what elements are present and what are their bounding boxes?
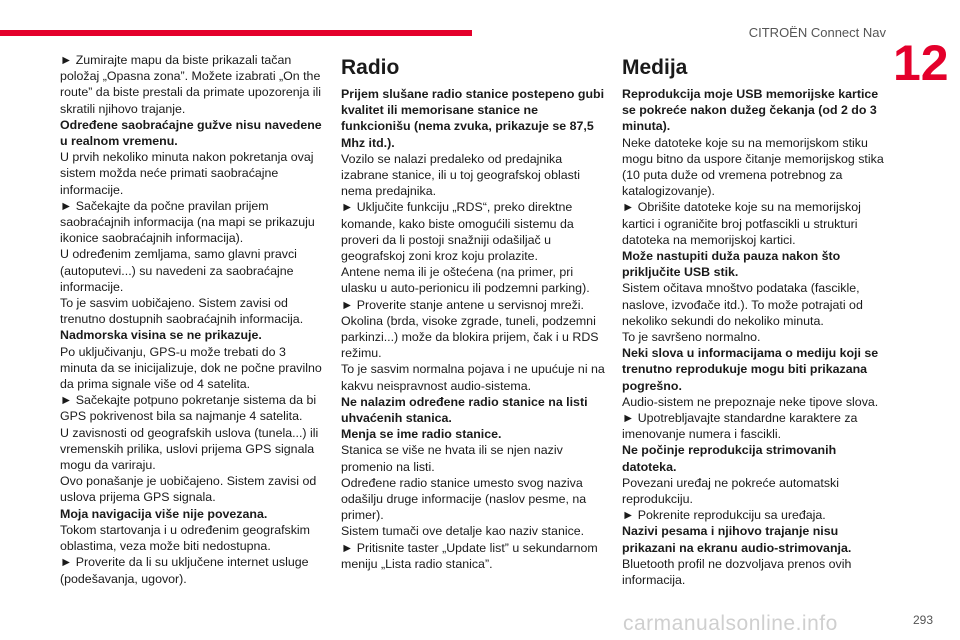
body-paragraph: Ovo ponašanje je uobičajeno. Sistem zavisi od uslova prijema GPS signala. bbox=[60, 474, 317, 505]
issue-heading: Reprodukcija moje USB memorijske kartice se pokreće nakon dužeg čekanja (od 2 do 3 minuta). bbox=[622, 87, 879, 134]
body-paragraph: To je sasvim uobičajeno. Sistem zavisi od trenutno dostupnih saobraćajnih informacija. bbox=[60, 296, 304, 327]
section-heading: Medija bbox=[622, 56, 688, 79]
body-paragraph: ► Proverite stanje antene u servisnoj mreži. bbox=[341, 297, 584, 312]
body-paragraph: U prvih nekoliko minuta nakon pokretanja ovaj sistem možda neće primati saobraćajne informacije. bbox=[60, 150, 314, 197]
body-paragraph: Sistem tumači ove detalje kao naziv stanice. bbox=[341, 524, 585, 539]
header-accent-bar bbox=[0, 30, 472, 36]
body-paragraph: ► Pritisnite taster „Update list” u sekundarnom meniju „Lista radio stanica”. bbox=[341, 540, 598, 571]
body-paragraph: Neke datoteke koje su na memorijskom stiku mogu bitno da uspore čitanje memorijskog stika (10 puta duže od vremena potrebnog za katalogizovanje). bbox=[622, 135, 884, 199]
body-paragraph: To je savršeno normalno. bbox=[622, 330, 761, 345]
body-paragraph: ► Zumirajte mapu da biste prikazali tačan položaj „Opasna zona”. Možete izabrati „On the route” da biste prestali da primate upozorenja ili skratili njihovo trajanje. bbox=[60, 53, 322, 116]
body-paragraph: Audio-sistem ne prepoznaje neke tipove slova. bbox=[622, 394, 879, 409]
body-paragraph: ► Obrišite datoteke koje su na memorijskoj kartici i ograničite broj potfascikli u strukturi datoteka na memorijskoj kartici. bbox=[622, 200, 861, 247]
column-radio bbox=[341, 52, 606, 572]
chapter-number: 12 bbox=[893, 35, 949, 91]
body-paragraph: ► Pokrenite reprodukciju sa uređaja. bbox=[622, 508, 826, 523]
body-paragraph: ► Sačekajte potpuno pokretanje sistema da bi GPS pokrivenost bila sa najmanje 4 satelita. bbox=[60, 393, 317, 424]
body-paragraph: Stanica se više ne hvata ili se njen naziv promenio na listi. bbox=[341, 443, 563, 474]
body-paragraph: Bluetooth profil ne dozvoljava prenos ovih informacija. bbox=[622, 556, 852, 588]
body-paragraph: U određenim zemljama, samo glavni pravci (autoputevi...) su navedeni za saobraćajne informacije. bbox=[60, 247, 297, 294]
section-heading: Radio bbox=[341, 56, 400, 79]
body-paragraph: Vozilo se nalazi predaleko od predajnika izabrane stanice, ili u toj geografskoj oblasti nema predajnika. bbox=[341, 151, 580, 199]
issue-heading: Ne počinje reprodukcija strimovanih datoteka. bbox=[622, 443, 837, 474]
body-paragraph: ► Proverite da li su uključene internet usluge (podešavanja, ugovor). bbox=[60, 555, 309, 586]
body-paragraph: Po uključivanju, GPS-u može trebati do 3 minuta da se inicijalizuje, dok ne počne pravilno da prima signale više od 4 satelita. bbox=[60, 344, 322, 392]
column-media bbox=[622, 52, 884, 588]
body-paragraph: Antene nema ili je oštećena (na primer, pri ulasku u auto-perionicu ili podzemni parking). bbox=[341, 265, 590, 296]
page-number: 293 bbox=[912, 613, 933, 627]
issue-heading: Nadmorska visina se ne prikazuje. bbox=[60, 328, 262, 343]
column-navigation bbox=[60, 52, 322, 587]
body-paragraph: Sistem očitava mnoštvo podataka (fascikle, naslove, izvođače itd.). To može potrajati od nekoliko sekundi do nekoliko minuta. bbox=[622, 281, 863, 328]
issue-heading: Nazivi pesama i njihovo trajanje nisu prikazani na ekranu audio-strimovanja. bbox=[622, 524, 852, 555]
header-title: CITROËN Connect Nav bbox=[748, 25, 886, 40]
issue-heading: Moja navigacija više nije povezana. bbox=[60, 506, 268, 521]
issue-heading: Menja se ime radio stanice. bbox=[341, 427, 502, 442]
body-paragraph: To je sasvim normalna pojava i ne upućuje ni na kakvu neispravnost audio-sistema. bbox=[341, 362, 605, 393]
body-paragraph: Povezani uređaj ne pokreće automatski reprodukciju. bbox=[622, 475, 839, 507]
watermark: carmanualsonline.info bbox=[623, 612, 838, 635]
issue-heading: Prijem slušane radio stanice postepeno gubi kvalitet ili memorisane stanice ne funkcionišu (nema zvuka, prikazuje se 87,5 Mhz itd.). bbox=[341, 87, 605, 150]
body-paragraph: Okolina (brda, visoke zgrade, tuneli, podzemni parkinzi...) može da blokira prijem, čak i u RDS režimu. bbox=[341, 313, 599, 361]
body-paragraph: ► Sačekajte da počne pravilan prijem saobraćajnih informacija (na mapi se prikazuju ikonice saobraćajnih informacija). bbox=[60, 198, 315, 246]
issue-heading: Neki slova u informacijama o mediju koji se trenutno reprodukuje mogu biti prikazana pogrešno. bbox=[622, 346, 879, 393]
body-paragraph: ► Upotrebljavajte standardne karaktere za imenovanje numera i fascikli. bbox=[622, 411, 858, 442]
body-paragraph: ► Uključite funkciju „RDS“, preko direktne komande, kako biste omogućili sistemu da proveri da li postoji snažniji odašiljač u geografskoj zoni kroz koju prolazite. bbox=[341, 200, 574, 264]
body-paragraph: U zavisnosti od geografskih uslova (tunela...) ili vremenskih prilika, uslovi prijema GPS signala mogu da variraju. bbox=[60, 425, 319, 473]
body-paragraph: Određene radio stanice umesto svog naziva odašilju druge informacije (naslov pesme, na primer). bbox=[341, 475, 587, 523]
issue-heading: Može nastupiti duža pauza nakon što priključite USB stik. bbox=[622, 249, 841, 280]
issue-heading: Ne nalazim određene radio stanice na listi uhvaćenih stanica. bbox=[341, 394, 588, 426]
body-paragraph: Tokom startovanja i u određenim geografskim oblastima, veza može biti nedostupna. bbox=[60, 522, 310, 554]
issue-heading: Određene saobraćajne gužve nisu navedene u realnom vremenu. bbox=[60, 117, 322, 149]
